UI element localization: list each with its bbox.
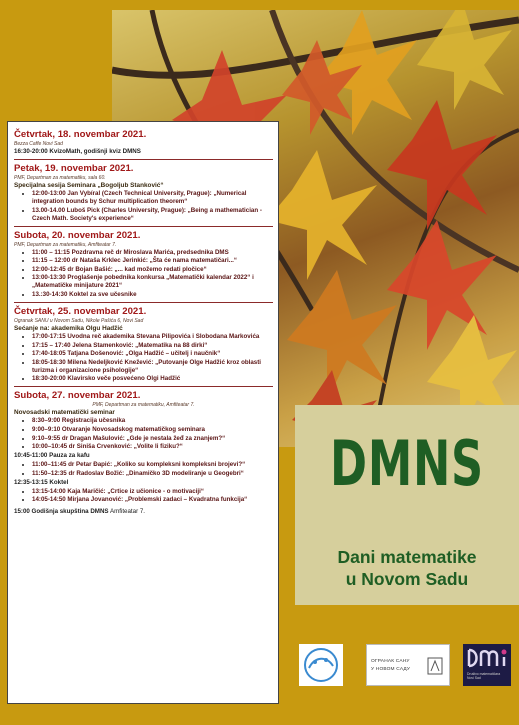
brand-subtitle-line2: u Novom Sadu — [345, 569, 469, 589]
list-item: • 18:05-18:30 Milena Nedeljković Knežević: „Putovanje Olge Hadžić kroz oblasti turizma i organizacione psihologije“ — [32, 359, 273, 375]
day-venue: PMF, Departman za matematiku, sala 60. — [14, 175, 106, 181]
sanu-logo-text: У НОВОМ САДУ — [371, 667, 411, 672]
dmns-logo — [463, 644, 511, 686]
event-list — [14, 417, 273, 451]
day-venue: Ogranak SANU u Novom Sadu, Nikole Pašića 6, Novi Sad — [14, 317, 144, 324]
list-item: • 9:10–9:55 dr Dragan Mašulović: „Gde je nestala žeđ za znanjem?“ — [32, 435, 273, 443]
list-item: • 18:30-20:00 Klavirsko veče posvećeno Olgi Hadžić — [32, 375, 273, 383]
pmf-logo-icon — [299, 644, 343, 686]
event-list — [14, 190, 273, 223]
event-list — [14, 488, 273, 505]
list-item: • 11:00 – 11:15 Pozdravna reč dr Miroslava Marića, predsednika DMS — [32, 249, 273, 257]
list-item: • 13.00-14.00 Luboš Pick (Charles University, Prague): „Being a mathematician - Czech Math. Society's experience“ — [32, 207, 273, 223]
sanu-emblem-icon — [427, 657, 443, 675]
brand-subtitle-line1: Dani matematike — [337, 547, 477, 567]
list-item: • 12:00-13:00 Jan Vybíral (Czech Technical University, Prague): „Numerical integration bounds by Schur multiplication theorem“ — [32, 190, 273, 206]
event-list — [14, 461, 273, 478]
day-heading: Četvrtak, 18. novembar 2021. — [14, 129, 147, 140]
event-line: 16:30-20:00 KvizoMath, godišnji kviz DMNS — [14, 148, 141, 155]
seminar-title: Novosadski matematički seminar — [14, 409, 115, 417]
dmns-logo-text: Društvo matematičara Novi Sad — [467, 672, 501, 680]
closing-place: Amfiteatar 7. — [109, 508, 146, 516]
day-venue: PMF, Departman za matematiku, Amfiteatar 7. — [14, 241, 117, 248]
divider — [14, 386, 273, 387]
closing-line — [14, 508, 273, 516]
list-item: • 13:00-13:30 Proglašenje pobednika konkursa „Matematički kalendar 2022“ i „Matematičke minijature 2021“ — [32, 274, 273, 290]
list-item: • 10:00–10:45 dr Siniša Crvenković: „Volite li fiziku?“ — [32, 443, 273, 451]
day-heading: Subota, 27. novembar 2021. — [14, 390, 141, 402]
list-item: • 17:40-18:05 Tatjana Došenović: „Olga Hadžić – učitelj i naučnik“ — [32, 350, 273, 358]
day-venue: Bezza Caffe Novi Sad — [14, 141, 63, 147]
seminar-title: Specijalna sesija Seminara „Bogoljub Stanković“ — [14, 182, 164, 189]
event-list — [14, 249, 273, 299]
program-panel — [7, 121, 279, 704]
list-item: • 9:00–9:10 Otvaranje Novosadskog matematičkog seminara — [32, 426, 273, 434]
divider — [14, 159, 273, 160]
list-item: • 17:00-17:15 Uvodna reč akademika Stevana Pilipovića i Slobodana Markovića — [32, 333, 273, 341]
day-heading: Subota, 20. novembar 2021. — [14, 229, 141, 241]
sanu-logo — [366, 644, 450, 686]
break-line: 10:45-11:00 Pauza za kafu — [14, 452, 90, 460]
list-item: • 11:00–11:45 dr Petar Đapić: „Koliko su kompleksni kompleksni brojevi?“ — [32, 461, 273, 469]
divider — [14, 226, 273, 227]
seminar-title: Sećanje na: akademika Olgu Hadžić — [14, 324, 123, 332]
brand-title: DMNS — [330, 427, 484, 500]
list-item: • 11:50–12:35 dr Radoslav Božić: „Dinamičko 3D modeliranje u Geogebri“ — [32, 470, 273, 478]
day-heading: Četvrtak, 25. novembar 2021. — [14, 305, 147, 317]
list-item: • 8:30–9:00 Registracija učesnika — [32, 417, 273, 425]
list-item: • 11:15 – 12:00 dr Nataša Krklec Jerinkić: „Šta će nama matematičari...“ — [32, 257, 273, 265]
event-list — [14, 333, 273, 383]
list-item: • 17:15 – 17:40 Jelena Stamenković: „Matematika na 88 dirki“ — [32, 342, 273, 350]
list-item: • 14:05-14:50 Mirjana Jovanović: „Problemski zadaci – Kvadratna funkcija“ — [32, 496, 273, 504]
sanu-logo-text: ОГРАНАК САНУ — [371, 659, 410, 664]
day-venue: PMF, Departman za matematiku, Amfiteatar 7. — [92, 402, 195, 409]
divider — [14, 302, 273, 303]
dmns-brand-box — [295, 405, 519, 605]
dmns-logo-mark-icon — [463, 644, 511, 670]
closing-event: 15:00 Godišnja skupština DMNS — [14, 508, 109, 516]
list-item: • 12:00-12:45 dr Bojan Bašić: „... kad možemo redati pločice“ — [32, 266, 273, 274]
break-line: 12:35-13:15 Koktel — [14, 478, 69, 486]
list-item: • 13.:30-14:30 Koktel za sve učesnike — [32, 291, 273, 299]
day-heading: Petak, 19. novembar 2021. — [14, 163, 134, 174]
list-item: • 13:15-14:00 Kaja Maričić: „Crtice iz učionice - o motivaciji“ — [32, 488, 273, 496]
pmf-logo — [299, 644, 343, 686]
